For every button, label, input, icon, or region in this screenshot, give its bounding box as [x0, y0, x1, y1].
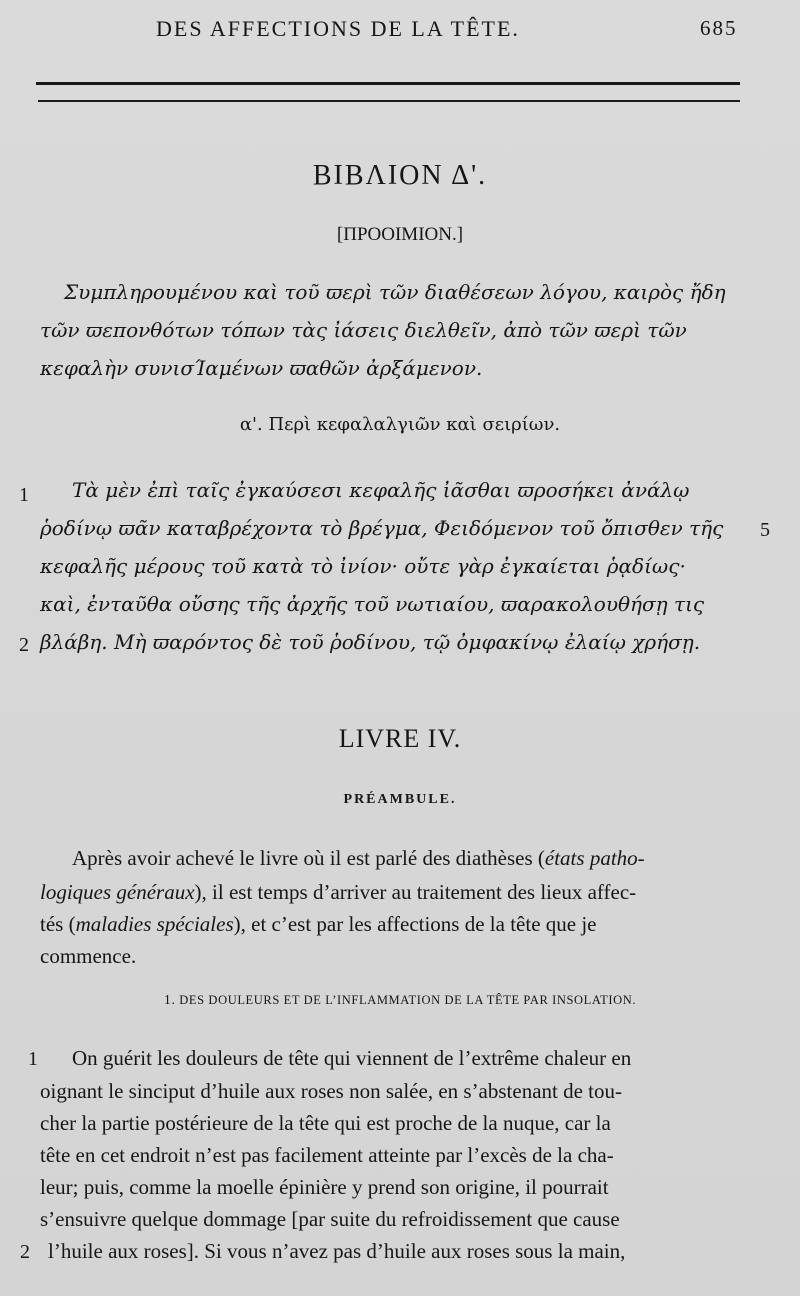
- greek-section-heading: α'. Περὶ κεφαλαλγιῶν καὶ σειρίων.: [239, 414, 561, 435]
- french-preface-title: PRÉAMBULE.: [343, 792, 457, 807]
- greek-preface-title: [ΠΡΟΟΙΜΙΟΝ.]: [336, 224, 464, 245]
- header-rule-thick: [36, 82, 740, 85]
- margin-line-number: 1: [28, 1048, 38, 1070]
- margin-line-number: 2: [19, 634, 29, 656]
- greek-book-title: ΒΙΒΛΙΟΝ Δ'.: [312, 160, 488, 191]
- margin-line-number: 2: [20, 1241, 30, 1263]
- margin-line-number: 5: [760, 519, 770, 541]
- margin-line-number: 1: [19, 484, 29, 506]
- book-page: DES AFFECTIONS DE LA TÊTE. 685 ΒΙΒΛΙΟΝ Δ'. [ΠΡΟΟΙΜΙΟΝ.] Συμπληρουμένου καὶ τοῦ ϖερὶ τῶν διαθέσεων λόγου, καιρὸς ἤδη τῶν ϖεπονθότων τόπων τὰς ἰάσεις διελθεῖν, ἀπὸ τῶν ϖερὶ τῶν κεφαλὴν συνισΊαμένων ϖαθῶν ἀρξάμενον. α'. Περὶ κεφαλαλγιῶν καὶ σειρίων. Τὰ μὲν ἐπὶ ταῖς ἐγκαύσεσι κεφαλῆς ἰᾶσθαι ϖροσήκει ἀνάλῳ ῥοδίνῳ ϖᾶν καταβρέχοντα τὸ βρέγμα, Φειδόμενον τοῦ ὄπισθεν τῆς κεφαλῆς μέρους τοῦ κατὰ τὸ ἰνίον· οὔτε γὰρ ἐγκαίεται ῥᾳδίως· καὶ, ἐνταῦθα οὔσης τῆς ἀρχῆς τοῦ νωτιαίου, ϖαρακολουθήσῃ τις βλάβη. Μὴ ϖαρόντος δὲ τοῦ ῥοδίνου, τῷ ὀμφακίνῳ ἐλαίῳ χρήσῃ. 1 5 2 LIVRE IV. PRÉAMBULE. Après avoir achevé le livre où il est parlé des diathèses (états patho- logiques généraux), il est temps d’arriver au traitement des lieux affec- tés (maladies spéciales), et c’est par les affections de la tête que je commence. 1. DES DOULEURS ET DE L’INFLAMMATION DE LA TÊTE PAR INSOLATION. On guérit les douleurs de tête qui viennent de l’extrême chaleur en oignant le sinciput d’huile aux roses non salée, en s’abstenant de tou- cher la partie postérieure de la tête qui est proche de la nuque, car la tête en cet endroit n’est pas facilement atteinte par l’excès de la cha- leur; puis, comme la moelle épinière y prend son origine, il pourrait s’ensuivre quelque dommage [par suite du refroidissement que cause l’huile aux roses]. Si vous n’avez pas d’huile aux roses sous la main, 1 2: [0, 0, 800, 1296]
- french-section-heading: 1. DES DOULEURS ET DE L’INFLAMMATION DE LA TÊTE PAR INSOLATION.: [163, 993, 637, 1008]
- running-head-title: DES AFFECTIONS DE LA TÊTE.: [156, 16, 520, 41]
- page-number: 685: [700, 16, 738, 40]
- french-book-title: LIVRE IV.: [338, 724, 462, 753]
- header-rule-thin: [38, 100, 740, 102]
